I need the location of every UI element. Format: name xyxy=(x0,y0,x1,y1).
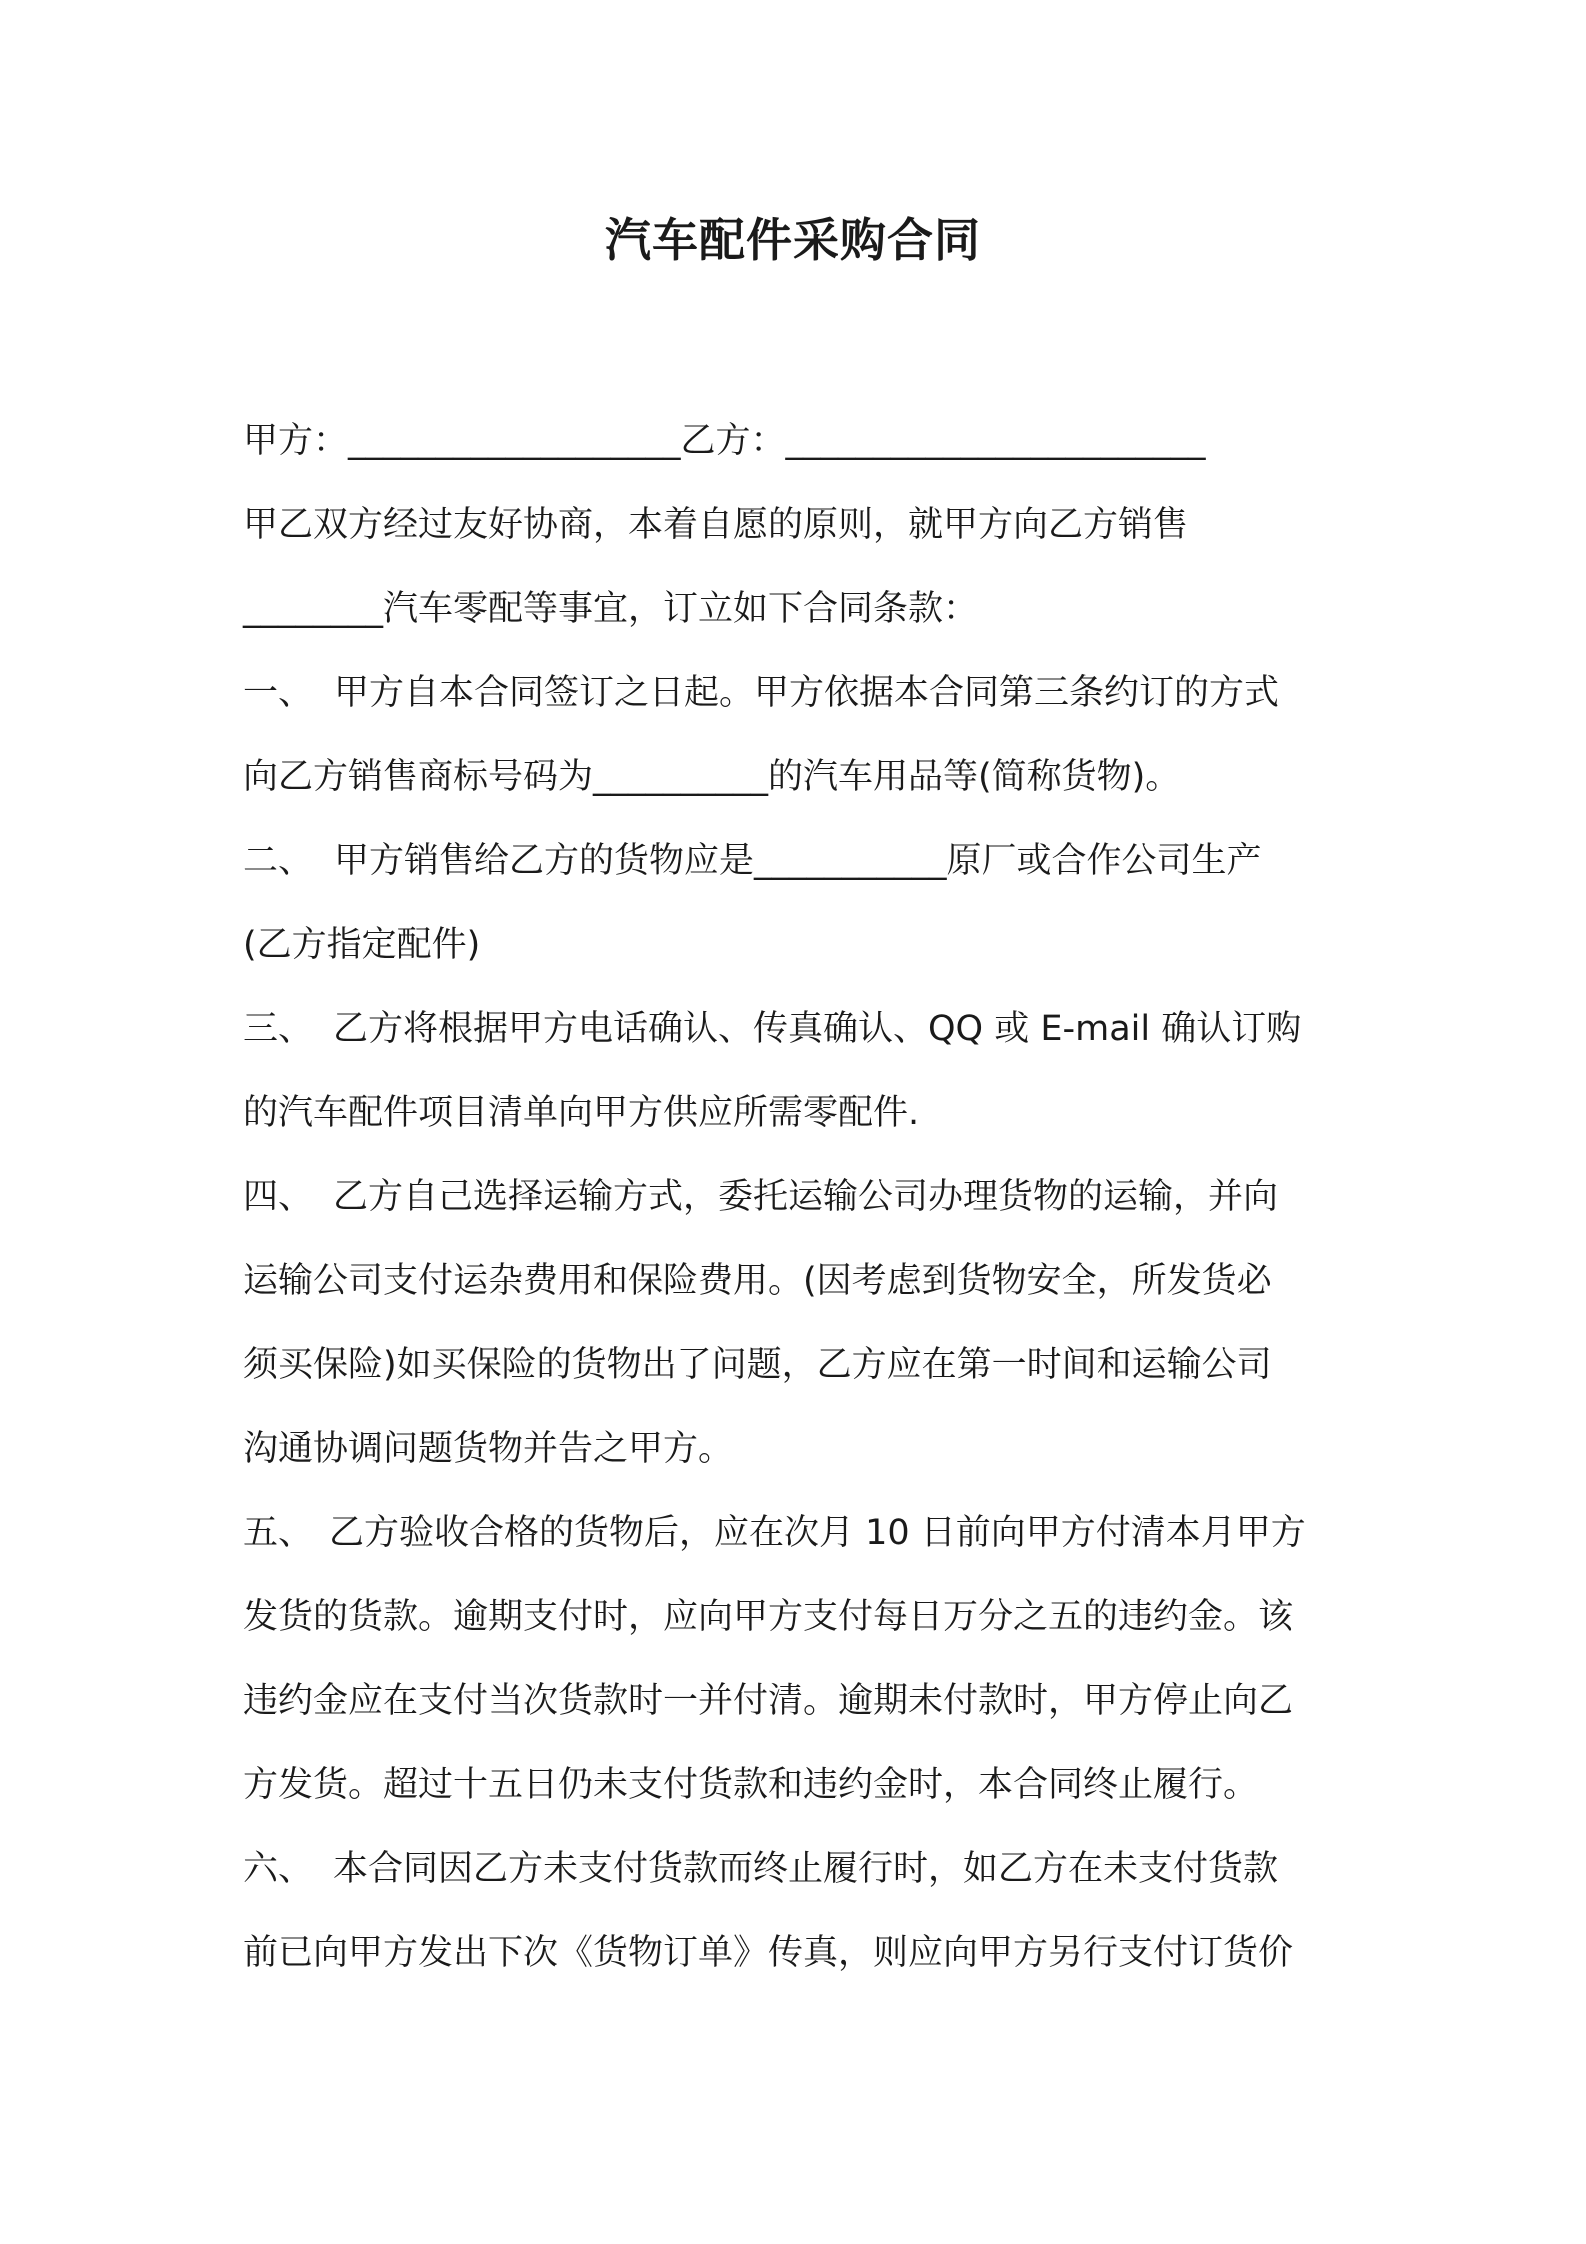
clause-5-line-2: 发货的货款。逾期支付时，应向甲方支付每日万分之五的违约金。该 xyxy=(243,1597,1294,1637)
clause-2-line-2: (乙方指定配件) xyxy=(243,925,481,965)
clause-text: 乙方验收合格的货物后，应在次月 10 日前向甲方付清本月甲方 xyxy=(329,1513,1306,1553)
clause-2-line-1 xyxy=(243,836,1353,886)
clause-text: 本合同因乙方未支付货款而终止履行时，如乙方在未支付货款 xyxy=(333,1849,1279,1889)
clause-4-line-3: 须买保险)如买保险的货物出了问题，乙方应在第一时间和运输公司 xyxy=(243,1345,1272,1385)
party-a-blank: ___________________ xyxy=(348,421,681,461)
clause-1-line-2: 向乙方销售商标号码为__________的汽车用品等(简称货物)。 xyxy=(243,757,1181,797)
document-title: 汽车配件采购合同 xyxy=(605,213,981,267)
clause-text: 甲方自本合同签订之日起。甲方依据本合同第三条约订的方式 xyxy=(334,673,1280,713)
clause-5-line-1 xyxy=(243,1508,1353,1558)
intro-blank: ________ xyxy=(243,589,383,629)
clause-4-line-4: 沟通协调问题货物并告之甲方。 xyxy=(243,1429,734,1469)
clause-5-line-3: 违约金应在支付当次货款时一并付清。逾期未付款时，甲方停止向乙 xyxy=(243,1681,1294,1721)
intro-text: 汽车零配等事宜，订立如下合同条款： xyxy=(383,589,979,629)
clause-6-line-1 xyxy=(243,1844,1353,1894)
clause-number: 五、 xyxy=(243,1513,314,1553)
clause-1-line-1 xyxy=(243,668,1353,718)
clause-6-line-2: 前已向甲方发出下次《货物订单》传真，则应向甲方另行支付订货价 xyxy=(243,1933,1294,1973)
party-b-label: 乙方： xyxy=(680,421,786,461)
clause-4-line-2: 运输公司支付运杂费用和保险费用。(因考虑到货物安全，所发货必 xyxy=(243,1261,1272,1301)
party-a-label: 甲方： xyxy=(243,421,349,461)
clause-5-line-4: 方发货。超过十五日仍未支付货款和违约金时，本合同终止履行。 xyxy=(243,1765,1259,1805)
clause-number: 一、 xyxy=(243,673,314,713)
clause-text: 乙方将根据甲方电话确认、传真确认、QQ 或 E-mail 确认订购 xyxy=(333,1009,1302,1049)
clause-text: 乙方自己选择运输方式，委托运输公司办理货物的运输，并向 xyxy=(333,1177,1279,1217)
clause-number: 四、 xyxy=(243,1177,314,1217)
intro-line-2 xyxy=(243,584,1353,634)
clause-number: 二、 xyxy=(243,841,314,881)
intro-line-1: 甲乙双方经过友好协商，本着自愿的原则，就甲方向乙方销售 xyxy=(243,505,1189,545)
parties-line xyxy=(243,416,1353,466)
clause-3-line-2: 的汽车配件项目清单向甲方供应所需零配件. xyxy=(243,1093,920,1133)
clause-3-line-1 xyxy=(243,1004,1353,1054)
clause-4-line-1 xyxy=(243,1172,1353,1222)
clause-number: 三、 xyxy=(243,1009,314,1049)
clause-number: 六、 xyxy=(243,1849,314,1889)
party-b-blank: ________________________ xyxy=(785,421,1206,461)
clause-text: 甲方销售给乙方的货物应是___________原厂或合作公司生产 xyxy=(334,841,1262,881)
